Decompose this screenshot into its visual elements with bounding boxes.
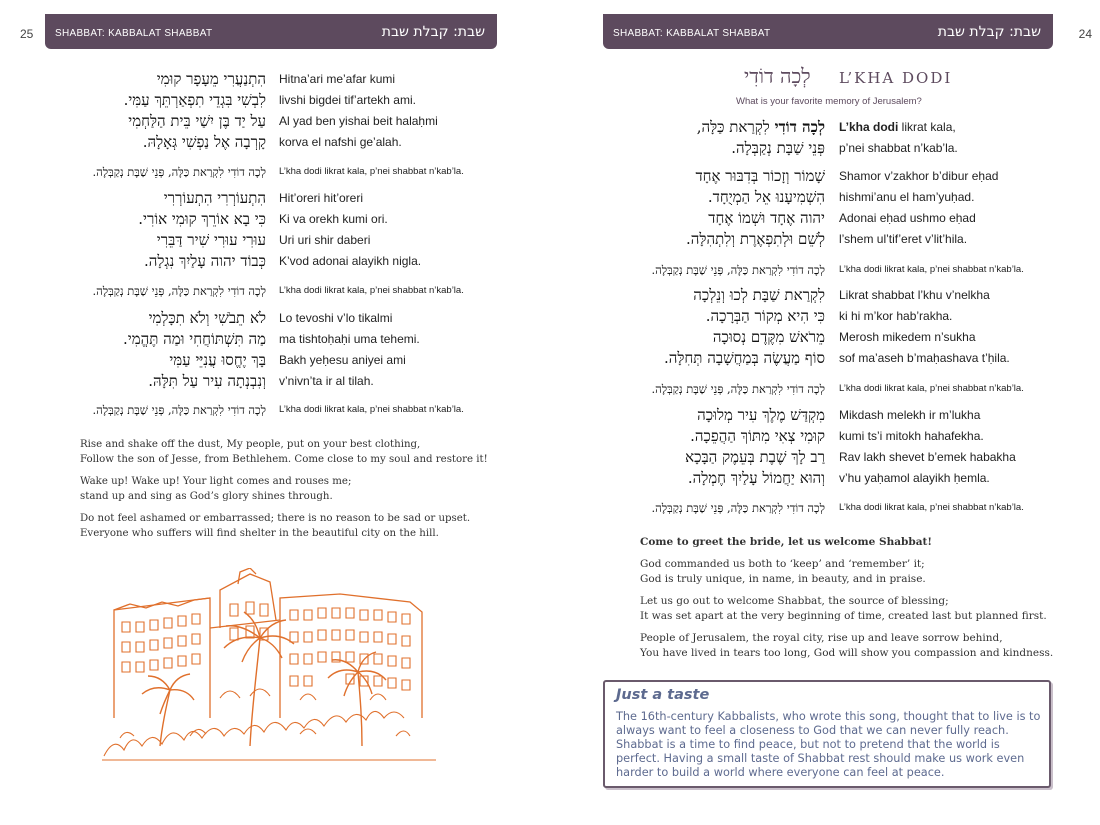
transliteration-text: L’kha dodi likrat kala, p’nei shabbat n’kab’la. (839, 502, 1024, 513)
verse-line (0, 112, 550, 132)
hebrew-text: לְכָה דוֹדִי לִקְרַאת כַּלָּה, (696, 118, 825, 136)
verse-line (550, 328, 1100, 348)
hebrew-text: לֹא תֵבֹשִׁי וְלֹא תִכָּלְמִי (148, 309, 266, 327)
jerusalem-hotel-illustration (100, 568, 440, 764)
verse-line (550, 406, 1100, 426)
prayer-title-english: L’KHA DODI (839, 69, 953, 87)
english-translation (80, 437, 520, 548)
transliteration-text: livshi bigdei tif’artekh ami. (279, 93, 416, 107)
transliteration-text: Adonai eḥad ushmo eḥad (839, 211, 976, 225)
refrain-line (0, 162, 550, 182)
translation-stanza: Wake up! Wake up! Your light comes and rouses me; stand up and sing as God’s glory shines through. (80, 476, 352, 502)
section-title-hebrew: שבת: קבלת שבת (381, 24, 485, 40)
taste-title: Just a taste (616, 687, 710, 703)
verse-line (0, 351, 550, 371)
transliteration-text: Mikdash melekh ir m’lukha (839, 408, 981, 422)
transliteration-text: K’vod adonai alayikh nigla. (279, 254, 422, 268)
transliteration-text: Merosh mikedem n’sukha (839, 330, 976, 344)
transliteration-text: ki hi m’kor hab’rakha. (839, 309, 953, 323)
section-header-bar (603, 14, 1053, 49)
transliteration-text: Hit’oreri hit’oreri (279, 191, 364, 205)
hebrew-text: סוֹף מַעֲשֶׂה בְּמַחֲשָׁבָה תְּחִלָּה. (664, 349, 825, 367)
verse-line (0, 70, 550, 90)
transliteration-text: Uri uri shir daberi (279, 233, 371, 247)
prayer-title-hebrew: לְכָה דוֹדִי (744, 64, 811, 88)
translation-stanza: People of Jerusalem, the royal city, rise up and leave sorrow behind, You have lived in tears too long, God will show you compassion and kindness. (640, 632, 1054, 659)
verse-line (0, 330, 550, 350)
reflection-question: What is your favorite memory of Jerusalem? (736, 96, 922, 107)
verse-line (550, 448, 1100, 468)
transliteration-text: Rav lakh shevet b’emek habakha (839, 450, 1016, 464)
verse-line (550, 188, 1100, 208)
hebrew-text: וְנִבְנְתָה עִיר עַל תִּלָּהּ. (148, 372, 266, 390)
hebrew-text: פְּנֵי שַׁבָּת נְקַבְּלָה. (731, 139, 825, 157)
hebrew-text: לְשֵׁם וּלְתִפְאֶרֶת וְלִתְהִלָּה. (686, 230, 825, 248)
hebrew-text: יהוה אֶחָד וּשְׁמוֹ אֶחָד (708, 209, 825, 227)
translation-stanza: Rise and shake off the dust, My people, put on your best clothing, Follow the son of Jesse, from Bethlehem. Come close to my soul and restore it! (80, 439, 488, 465)
verse-line (0, 252, 550, 272)
verse-line (550, 167, 1100, 187)
hebrew-text: כִּי הִיא מְקוֹר הַבְּרָכָה. (705, 307, 825, 325)
hebrew-text: לְכָה דוֹדִי לִקְרַאת כַּלָּה, פְּנֵי שַׁבָּת נְקַבְּלָה. (651, 263, 825, 277)
hebrew-text: לְכָה דוֹדִי לִקְרַאת כַּלָּה, פְּנֵי שַׁבָּת נְקַבְּלָה. (92, 403, 266, 417)
transliteration-text: L’kha dodi likrat kala, p’nei shabbat n’kab’la. (279, 285, 464, 296)
hebrew-text: לְכָה דוֹדִי לִקְרַאת כַּלָּה, פְּנֵי שַׁבָּת נְקַבְּלָה. (651, 382, 825, 396)
hebrew-text: בָּךְ יֶחֱסוּ עֲנִיֵּי עַמִּי (169, 351, 266, 369)
transliteration-text: Al yad ben yishai beit halaḥmi (279, 114, 438, 128)
verse-line (0, 133, 550, 153)
transliteration-text: Lo tevoshi v’lo tikalmi (279, 311, 393, 325)
transliteration-text: korva el nafshi ge’alah. (279, 135, 402, 149)
hebrew-text: כִּי בָא אוֹרֵךְ קוּמִי אוֹרִי. (138, 210, 266, 228)
transliteration-text: L’kha dodi likrat kala, p’nei shabbat n’kab’la. (839, 383, 1024, 394)
translation-stanza: God commanded us both to ‘keep’ and ‘remember’ it; God is truly unique, in name, in beauty, and in praise. (640, 558, 926, 585)
transliteration-text: hishmi’anu el ham’yuḥad. (839, 190, 975, 204)
verse-line (550, 286, 1100, 306)
transliteration-text: L’kha dodi likrat kala, (839, 120, 956, 134)
page-number: 25 (20, 27, 34, 41)
transliteration-text: Shamor v’zakhor b’dibur eḥad (839, 169, 999, 183)
hebrew-text: לְכָה דוֹדִי לִקְרַאת כַּלָּה, פְּנֵי שַׁבָּת נְקַבְּלָה. (92, 284, 266, 298)
hebrew-text: הִתְעוֹרְרִי הִתְעוֹרְרִי (163, 189, 266, 207)
verse-line (550, 469, 1100, 489)
verse-line (550, 209, 1100, 229)
refrain-line (550, 379, 1100, 399)
transliteration-text: p’nei shabbat n’kab’la. (839, 141, 958, 155)
refrain-line (550, 498, 1100, 518)
hebrew-text: כְּבוֹד יהוה עָלַיִךְ נִגְלָה. (144, 252, 266, 270)
translation-intro: Come to greet the bride, let us welcome Shabbat! (640, 536, 932, 548)
refrain-line (0, 400, 550, 420)
verse-line (0, 210, 550, 230)
verse-line (0, 231, 550, 251)
section-title-english: SHABBAT: KABBALAT SHABBAT (613, 28, 771, 39)
hebrew-text: וְהוּא יַחֲמוֹל עָלַיִךְ חֶמְלָה. (687, 469, 825, 487)
translation-stanza: Do not feel ashamed or embarrassed; there is no reason to be sad or upset. Everyone who suffers will find shelter in the beautiful city on the hill. (80, 513, 471, 539)
section-header-bar (45, 14, 497, 49)
taste-body: The 16th-century Kabbalists, who wrote this song, thought that to live is to always want to feel a closeness to God that we can never fully reach. Shabbat is a time to find peace, but not to pretend that the world is perfect. Having a small taste of Shabbat rest should make us work even harder to build a world where everyone can feel at peace. (616, 710, 1041, 779)
hebrew-text: הִשְׁמִיעָנוּ אֵל הַמְיֻחָד. (707, 188, 825, 206)
verse-line (550, 427, 1100, 447)
transliteration-text: L’kha dodi likrat kala, p’nei shabbat n’kab’la. (839, 264, 1024, 275)
hebrew-text: רַב לָךְ שֶׁבֶת בְּעֵמֶק הַבָּכָא (685, 448, 825, 466)
translation-stanza: Let us go out to welcome Shabbat, the source of blessing; It was set apart at the very beginning of time, created last but planned first. (640, 595, 1047, 622)
verse-line (550, 307, 1100, 327)
refrain-line (550, 260, 1100, 280)
hebrew-text: לְכָה דוֹדִי לִקְרַאת כַּלָּה, פְּנֵי שַׁבָּת נְקַבְּלָה. (651, 501, 825, 515)
hebrew-text: לִבְשִׁי בִּגְדֵי תִפְאַרְתֵּךְ עַמִּי. (123, 91, 266, 109)
hebrew-text: הִתְנַעֲרִי מֵעָפָר קוּמִי (156, 70, 266, 88)
hebrew-text: שָׁמוֹר וְזָכוֹר בְּדִבּוּר אֶחָד (695, 167, 825, 185)
transliteration-text: sof ma’aseh b’maḥashava t’ḥila. (839, 351, 1010, 365)
transliteration-text: Likrat shabbat l’khu v’nelkha (839, 288, 990, 302)
transliteration-text: Ki va orekh kumi ori. (279, 212, 388, 226)
verse-line (0, 91, 550, 111)
transliteration-text: v’hu yaḥamol alayikh ḥemla. (839, 471, 990, 485)
verse-line (550, 139, 1100, 159)
transliteration-text: ma tishtoḥaḥi uma tehemi. (279, 332, 420, 346)
transliteration-text: Hitna’ari me’afar kumi (279, 72, 396, 86)
hebrew-text: מַה תִּשְׁתּוֹחֲחִי וּמַה תֶּהֱמִי. (123, 330, 266, 348)
section-title-english: SHABBAT: KABBALAT SHABBAT (55, 28, 213, 39)
verse-line (550, 230, 1100, 250)
verse-line (0, 372, 550, 392)
section-title-hebrew: שבת: קבלת שבת (937, 24, 1041, 40)
hebrew-text: מִקְדַּשׁ מֶלֶךְ עִיר מְלוּכָה (697, 406, 825, 424)
transliteration-text: l’shem ul’tif’eret v’lit’hila. (839, 232, 968, 246)
transliteration-text: v’nivn’ta ir al tilah. (279, 374, 374, 388)
hebrew-text: קָרְבָה אֶל נַפְשִׁי גְּאָלָהּ. (142, 133, 266, 151)
hebrew-text: עוּרִי עוּרִי שִׁיר דַּבֵּרִי (156, 231, 266, 249)
transliteration-text: Bakh yeḥesu aniyei ami (279, 353, 406, 367)
hebrew-text: עַל יַד בֶּן יִשַׁי בֵּית הַלַּחְמִי (128, 112, 266, 130)
verse-line (0, 189, 550, 209)
refrain-line (0, 281, 550, 301)
english-translation (640, 535, 1080, 668)
hebrew-text: קוּמִי צְאִי מִתּוֹךְ הַהֲפֵכָה. (690, 427, 825, 445)
verse-line-opening (550, 118, 1100, 138)
just-a-taste-box (603, 680, 1051, 788)
hebrew-text: לִקְרַאת שַׁבָּת לְכוּ וְנֵלְכָה (693, 286, 825, 304)
verse-line (0, 309, 550, 329)
page-24 (550, 0, 1100, 825)
hebrew-text: לְכָה דוֹדִי לִקְרַאת כַּלָּה, פְּנֵי שַׁבָּת נְקַבְּלָה. (92, 165, 266, 179)
transliteration-text: kumi ts’i mitokh hahafekha. (839, 429, 984, 443)
transliteration-text: L’kha dodi likrat kala, p’nei shabbat n’kab’la. (279, 166, 464, 177)
verse-line (550, 349, 1100, 369)
page-number: 24 (1078, 27, 1092, 41)
transliteration-text: L’kha dodi likrat kala, p’nei shabbat n’kab’la. (279, 404, 464, 415)
hebrew-text: מֵרֹאשׁ מִקֶּדֶם נְסוּכָה (712, 328, 825, 346)
